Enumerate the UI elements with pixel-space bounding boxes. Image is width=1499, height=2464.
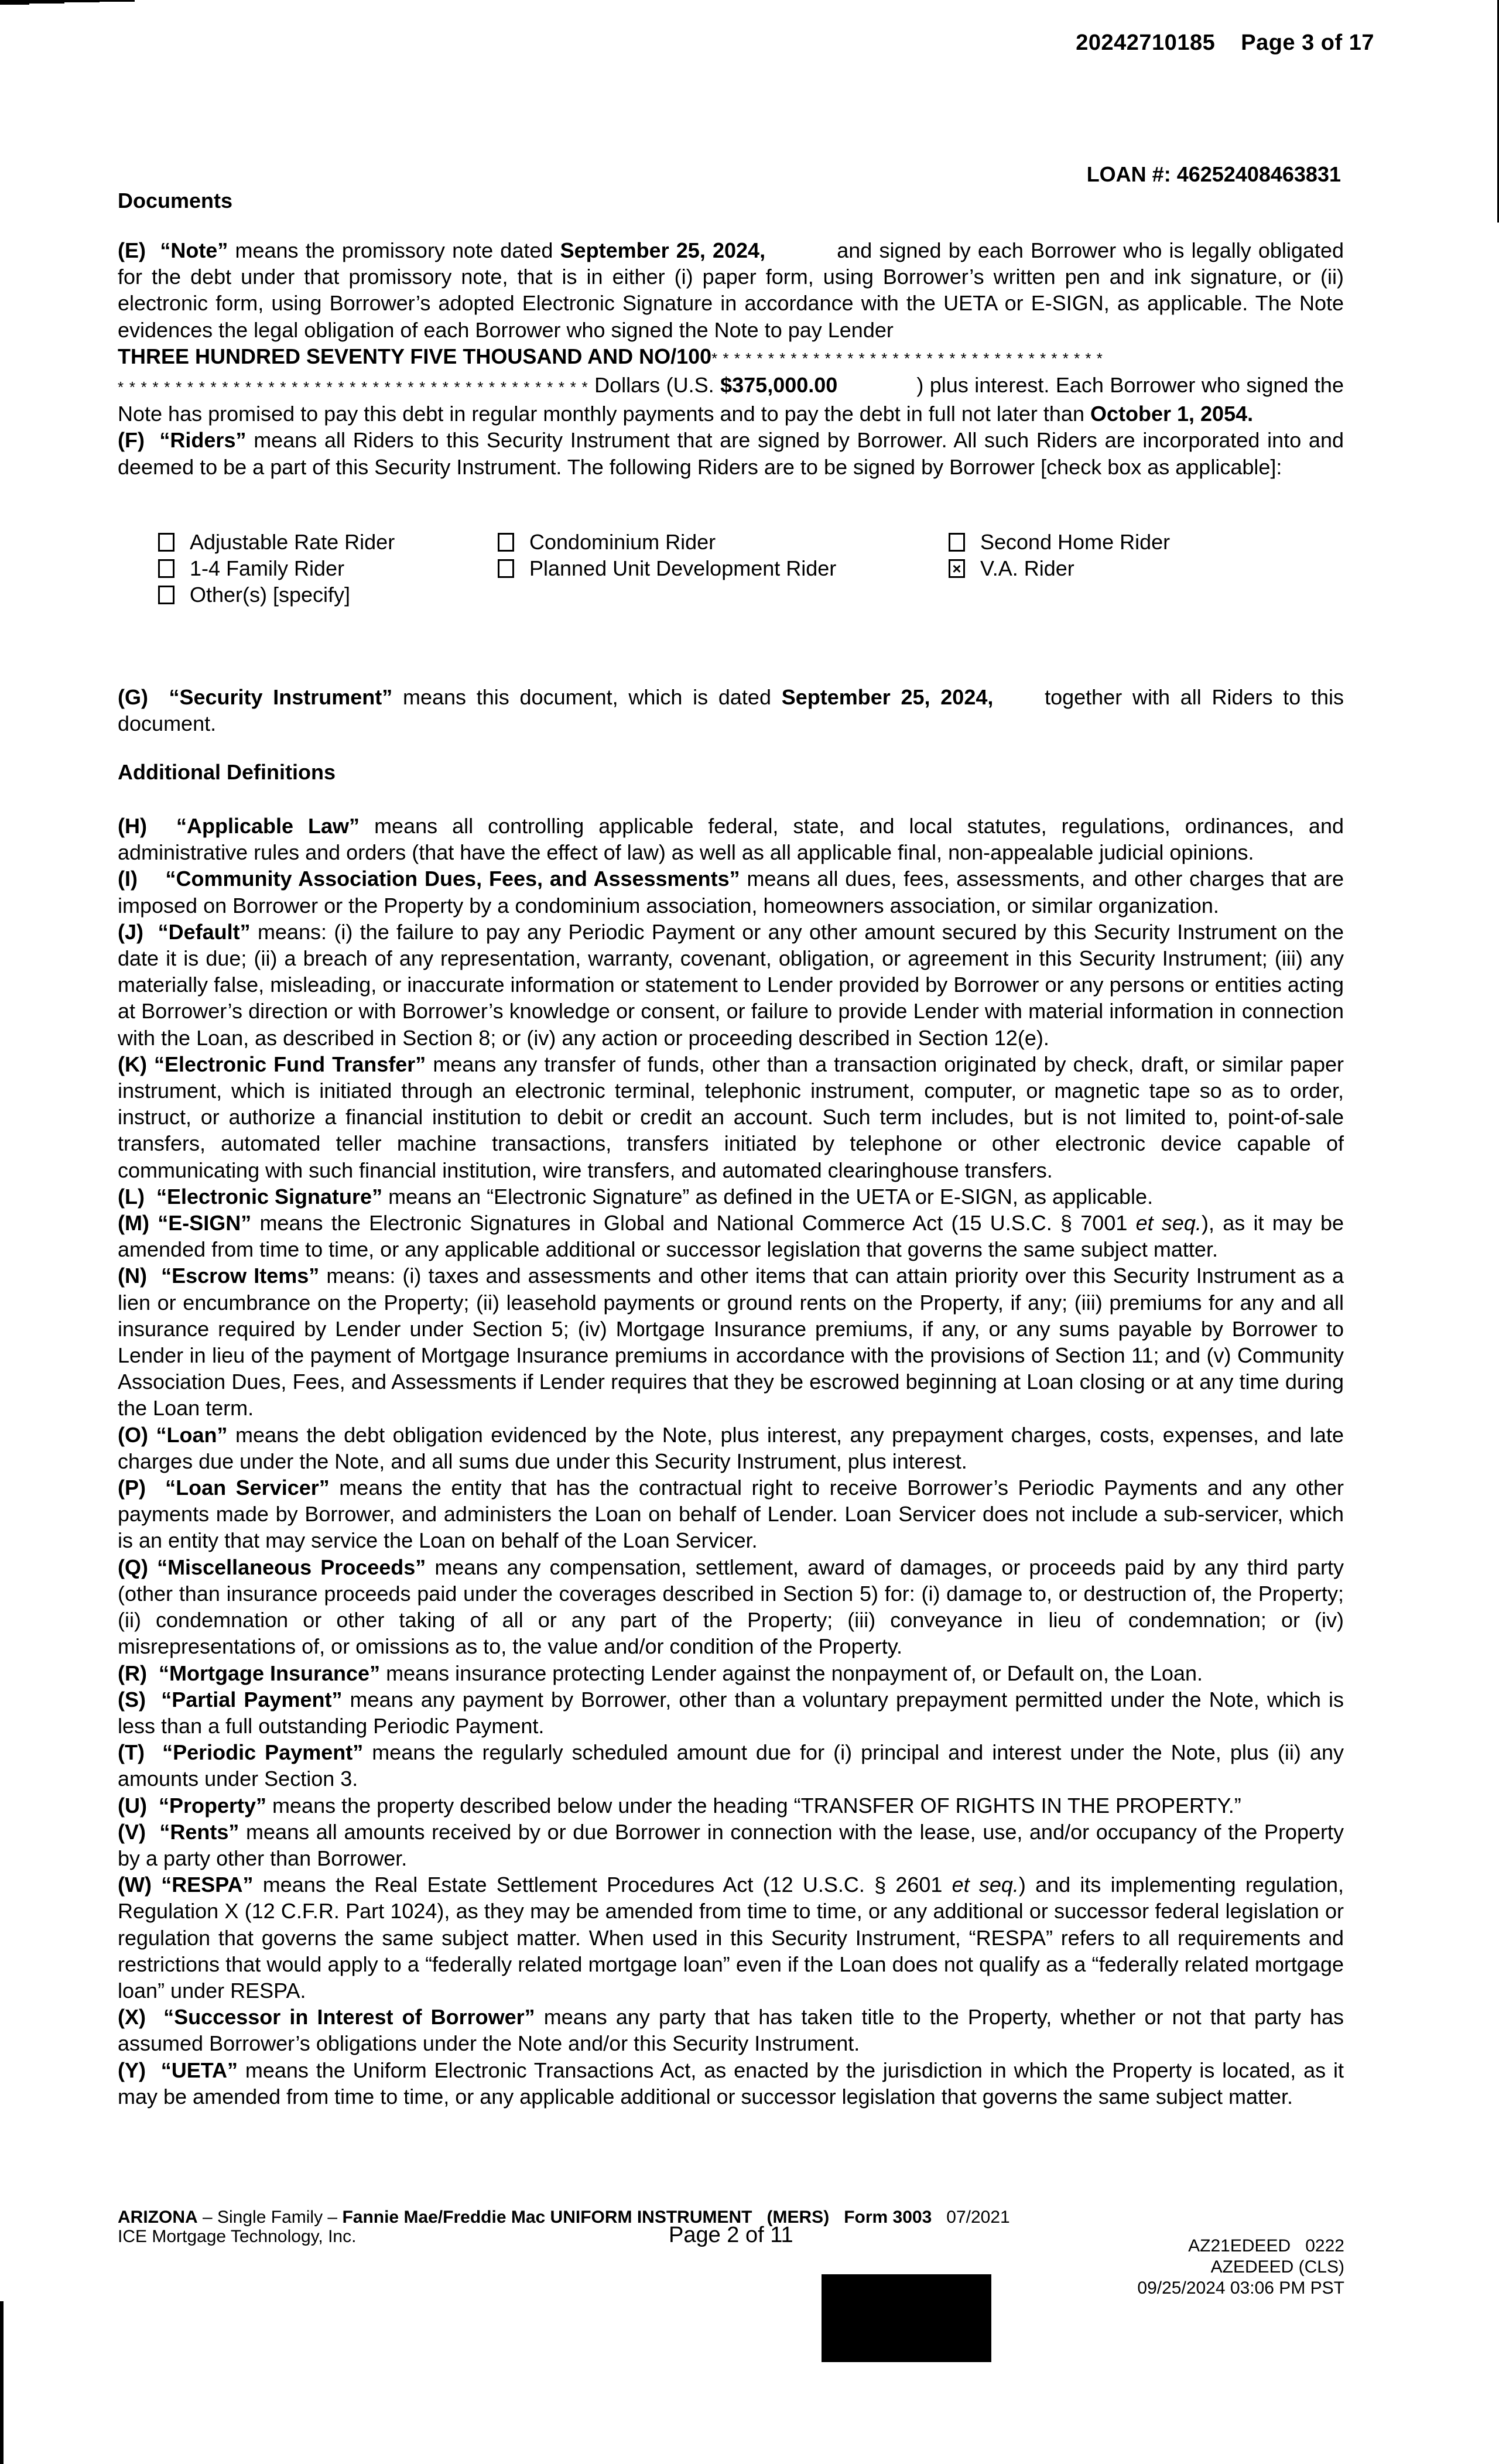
definition-letter: (X) [118,2005,146,2030]
definition-q [118,1554,1344,1660]
definition-term: “Escrow Items” [161,1264,320,1288]
definition-text: ) plus interest. Each Borrower who signed the Note has promised to pay this debt in regular monthly payments and to pay the debt in full not later than [118,373,1344,426]
definition-letter: (H) [118,814,147,838]
definition-term: “Loan Servicer” [165,1476,330,1500]
definition-r [118,1660,1344,1686]
definition-n [118,1262,1344,1421]
definition-text: ) and its implementing regulation, Regulation X (12 C.F.R. Part 1024), as they may be amended from time to time, or any additional or successor federal legislation or regulation that governs the same subject matter. When used in this Security Instrument, “RESPA” refers to all requirements and restrictions that would apply to a “federally related mortgage loan” even if the Loan does not qualify as a “federally related mortgage loan” under RESPA. [118,1873,1344,2003]
definition-text: and signed by each Borrower who is legally obligated for the debt under that promissory note, that is in either (i) paper form, using Borrower’s written pen and ink signature, or (ii) electronic form, using Borrower’s adopted Electronic Signature in accordance with the UETA or E-SIGN, as applicable. The Note evidences the legal obligation of each Borrower who signed the Note to pay Lender [118,238,1344,342]
definition-text: means the promissory note dated [228,238,560,262]
maturity-date: October 1, 2054. [1090,402,1254,426]
definition-letter: (N) [118,1264,147,1288]
definition-term: “Default” [158,919,251,944]
footer-page-number: Page 2 of 11 [669,2223,793,2247]
definition-letter: (R) [118,1661,147,1685]
rider-condominium[interactable] [498,529,949,555]
rider-label: V.A. Rider [980,556,1074,580]
definition-text: means insurance protecting Lender against the nonpayment of, or Default on, the Loan. [380,1661,1203,1685]
definition-term: “Security Instrument” [169,685,393,709]
definition-block-g [118,684,1344,737]
filler-stars: * * * * * * * * * * * * * * * * * * * * * * * * * * * * * * * * * * * * * * * * * [118,378,588,396]
rider-label: Adjustable Rate Rider [190,530,395,554]
form-footer [118,2208,1010,2246]
definition-term: “Rents” [159,1819,239,1844]
definition-text: means all Riders to this Security Instrument that are signed by Borrower. All such Riders are incorporated into and deemed to be a part of this Security Instrument. The following Riders are to be signed by Borrower [check box as applicable]: [118,428,1344,479]
definition-text: means any payment by Borrower, other than a voluntary prepayment permitted under the Note, which is less than a full outstanding Periodic Payment. [118,1687,1344,1738]
definition-term: “Note” [160,238,228,262]
definition-letter: (J) [118,919,143,944]
footer-form-date: 07/2021 [946,2208,1010,2227]
definition-term: “RESPA” [161,1873,254,1897]
scan-edge-mark [0,2301,4,2464]
rider-label: 1-4 Family Rider [190,556,345,580]
scan-edge-mark [29,0,64,4]
definition-term: “Community Association Dues, Fees, and Assessments” [165,867,740,891]
filler-stars: * * * * * * * * * * * * * * * * * * * * * * * * * * * * * * * * * * * [711,349,1103,367]
definition-x [118,2004,1344,2056]
rider-planned-unit-development[interactable] [498,555,949,581]
definition-w [118,1871,1344,2004]
definition-letter: (G) [118,685,148,709]
checkbox[interactable] [949,533,965,552]
definition-term: “Successor in Interest of Borrower” [163,2005,535,2030]
definition-f [118,427,1344,480]
definition-text: means this document, which is dated [392,685,782,709]
definition-italic: et seq. [952,1873,1019,1897]
definition-text: means an “Electronic Signature” as defined in the UETA or E-SIGN, as applicable. [382,1184,1154,1209]
definition-text: means the regularly scheduled amount due for (i) principal and interest under the Note, plus (ii) any amounts under Section 3. [118,1740,1344,1791]
definition-letter: (E) [118,238,146,262]
definition-term: “Riders” [159,428,247,453]
definition-i [118,865,1344,918]
definition-term: “Periodic Payment” [162,1740,364,1765]
definition-term: “Loan” [156,1422,228,1447]
loan-amount-words: THREE HUNDRED SEVENTY FIVE THOUSAND AND NO/100 [118,344,712,368]
rider-label: Second Home Rider [980,530,1171,554]
definition-s [118,1686,1344,1739]
rider-label: Planned Unit Development Rider [529,556,837,580]
definition-h [118,813,1344,865]
definition-letter: (I) [118,867,138,891]
definition-y [118,2057,1344,2110]
definition-t [118,1739,1344,1792]
definition-letter: (L) [118,1184,145,1209]
checked-checkbox[interactable]: × [949,559,965,578]
definition-text: means any transfer of funds, other than a transaction originated by check, draft, or similar paper instrument, which is initiated through an electronic terminal, telephonic instrument, computer, or magnetic tape so as to order, instruct, or authorize a financial institution to debit or credit an account. Such term includes, but is not limited to, point-of-sale transfers, automated teller machine transactions, transfers initiated by telephone or other electronic device capable of communicating with such financial institution, wire transfers, and automated clearinghouse transfers. [118,1052,1344,1182]
rider-label: Other(s) [specify] [190,583,351,607]
definition-term: “UETA” [160,2058,238,2082]
additional-definitions-list [118,813,1344,2110]
definition-k [118,1051,1344,1183]
footer-timestamp: 09/25/2024 03:06 PM PST [1137,2278,1344,2298]
loan-amount: $375,000.00 [720,373,838,398]
definition-p [118,1474,1344,1554]
definition-v [118,1819,1344,1871]
definition-letter: (Y) [118,2058,146,2082]
definition-term: “Electronic Fund Transfer” [154,1052,426,1076]
checkbox[interactable] [158,559,174,578]
rider-second-home[interactable] [949,529,1170,555]
section-heading-additional-definitions: Additional Definitions [118,760,336,784]
definition-text: means all amounts received by or due Borrower in connection with the lease, use, and/or occupancy of the Property by a party other than Borrower. [118,1819,1344,1870]
definition-letter: (Q) [118,1555,148,1579]
definition-text: means any party that has taken title to the Property, whether or not that party has assumed Borrower’s obligations under the Note and/or this Security Instrument. [118,2005,1344,2056]
definition-text: ), as it may be amended from time to time, or any applicable additional or successor legislation that governs the same subject matter. [118,1211,1344,1262]
definition-letter: (P) [118,1476,146,1500]
riders-checklist [158,529,1170,608]
scan-edge-mark [100,0,135,2]
definition-text: means all controlling applicable federal, state, and local statutes, regulations, ordinances, and administrative rules and orders (that have the effect of law) as well as all applicable final, non-appealable judicial opinions. [118,814,1344,865]
definition-o [118,1422,1344,1474]
checkbox[interactable] [158,586,174,604]
rider-1-4-family[interactable] [158,555,498,581]
rider-va[interactable] [949,555,1074,581]
footer-code: AZ21EDEED [1188,2236,1291,2256]
definition-j [118,919,1344,1051]
definition-text: means all dues, fees, assessments, and other charges that are imposed on Borrower or the Property by a condominium association, homeowners association, or similar organization. [118,867,1344,918]
definition-term: “E-SIGN” [158,1211,252,1236]
form-title-line [118,2208,1010,2227]
note-date: September 25, 2024, [560,238,766,262]
definition-letter: (M) [118,1211,149,1236]
datamatrix-barcode-icon [822,2274,991,2362]
definition-block-e-f [118,237,1344,480]
footer-company: ICE Mortgage Technology, Inc. [118,2227,357,2246]
recording-number: 20242710185 [1076,30,1216,55]
definition-text: means the property described below under the heading “TRANSFER OF RIGHTS IN THE PROPERTY.” [266,1793,1241,1818]
definition-term: “Miscellaneous Proceeds” [157,1555,426,1579]
footer-instrument: Fannie Mae/Freddie Mac UNIFORM INSTRUMENT [342,2208,752,2227]
section-heading-documents: Documents [118,189,233,213]
footer-code-2: AZEDEED (CLS) [1210,2257,1344,2277]
scan-edge-mark [64,0,100,2]
definition-letter: (U) [118,1793,147,1818]
definition-text: means the Real Estate Settlement Procedures Act (12 U.S.C. § 2601 [253,1873,952,1897]
recording-stamp [1076,30,1374,56]
definition-e [118,237,1344,427]
definition-term: “Property” [159,1793,267,1818]
definition-text: Dollars (U.S. [588,373,721,398]
definition-letter: (S) [118,1687,146,1712]
definition-term: “Applicable Law” [176,814,360,838]
rider-adjustable-rate[interactable] [158,529,498,555]
definition-letter: (T) [118,1740,145,1765]
definition-text: means the debt obligation evidenced by the Note, plus interest, any prepayment charges, costs, expenses, and late charges due under the Note, and all sums due under this Security Instrument, plus interest. [118,1422,1344,1473]
checkbox[interactable] [158,533,174,552]
definition-text: means the Uniform Electronic Transactions Act, as enacted by the jurisdiction in which the Property is located, as it may be amended from time to time, or any applicable additional or successor legislation that governs the same subject matter. [118,2058,1344,2109]
footer-mers: (MERS) [766,2208,830,2227]
rider-other[interactable] [158,581,498,608]
definition-l [118,1183,1344,1210]
definition-text: means the entity that has the contractual right to receive Borrower’s Periodic Payments and any other payments made by Borrower, and administers the Loan on behalf of Lender. Loan Servicer does not include a sub-servicer, which is an entity that may service the Loan on behalf of the Loan Servicer. [118,1476,1344,1553]
definition-letter: (W) [118,1873,152,1897]
loan-number: LOAN #: 46252408463831 [1086,162,1341,186]
security-instrument-date: September 25, 2024, [781,685,994,709]
definition-text: means: (i) the failure to pay any Periodic Payment or any other amount secured by this Security Instrument on the date it is due; (ii) a breach of any representation, warranty, covenant, obligation, or agreement in this Security Instrument; (iii) any materially false, misleading, or inaccurate information or statement to Lender provided by Borrower or any persons or entities acting at Borrower’s direction or with Borrower’s knowledge or consent, or failure to provide Lender with material information in connection with the Loan, as described in Section 8; or (iv) any action or proceeding described in Section 12(e). [118,919,1344,1050]
footer-form-number: Form 3003 [844,2208,932,2227]
definition-m [118,1210,1344,1262]
definition-u [118,1792,1344,1819]
checkbox[interactable] [498,533,514,552]
rider-label: Condominium Rider [529,530,716,554]
definition-letter: (K) [118,1052,147,1076]
definition-text: together with all Riders to this document. [118,685,1344,736]
definition-term: “Mortgage Insurance” [159,1661,381,1685]
definition-g [118,684,1344,737]
definition-term: “Partial Payment” [161,1687,343,1712]
recording-page: Page 3 of 17 [1241,30,1374,55]
definition-letter: (F) [118,428,145,453]
definition-text: means any compensation, settlement, award of damages, or proceeds paid by any third party (other than insurance proceeds paid under the coverages described in Section 5) for: (i) damage to, or destruction of, the Property; (ii) condemnation or other taking of all or any part of the Property; (iii) conveyance in lieu of condemnation; or (iv) misrepresentations of, or omissions as to, the value and/or condition of the Property. [118,1555,1344,1659]
definition-italic: et seq. [1135,1211,1202,1236]
definition-term: “Electronic Signature” [156,1184,383,1209]
definition-letter: (V) [118,1819,146,1844]
footer-text: – Single Family – [197,2208,343,2227]
scan-edge-mark [0,0,29,5]
definition-letter: (O) [118,1422,148,1447]
footer-codes [1137,2236,1344,2299]
definition-text: means the Electronic Signatures in Global and National Commerce Act (15 U.S.C. § 7001 [251,1211,1136,1236]
definition-text: means: (i) taxes and assessments and other items that can attain priority over this Security Instrument as a lien or encumbrance on the Property; (ii) leasehold payments or ground rents on the Property, if any; (iii) premiums for any and all insurance required by Lender under Section 5; (iv) Mortgage Insurance premiums, if any, or any sums payable by Borrower to Lender in lieu of the payment of Mortgage Insurance premiums in accordance with the provisions of Section 11; and (v) Community Association Dues, Fees, and Assessments if Lender requires that they be escrowed beginning at Loan closing or at any time during the Loan term. [118,1264,1344,1421]
footer-state: ARIZONA [118,2208,198,2227]
checkbox[interactable] [498,559,514,578]
footer-code-rev: 0222 [1305,2236,1344,2256]
